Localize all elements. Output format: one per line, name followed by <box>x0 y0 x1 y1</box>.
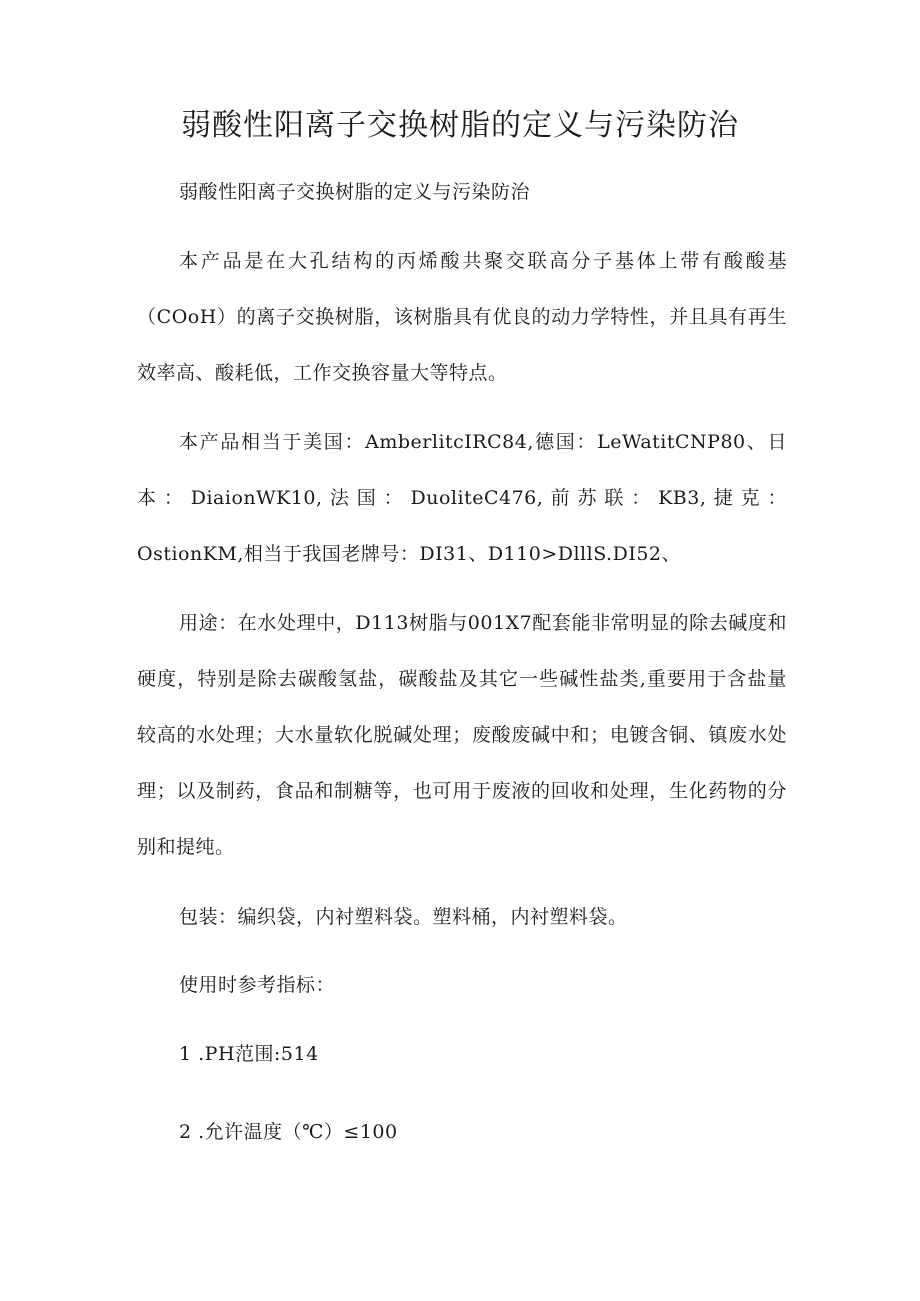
reference-item-temperature: 2 .允许温度（℃）≤100 <box>179 1121 398 1143</box>
subtitle-paragraph: 弱酸性阳离子交换树脂的定义与污染防治 <box>179 181 531 203</box>
reference-header: 使用时参考指标： <box>179 974 336 996</box>
usage-paragraph: 用途：在水处理中，D113树脂与001X7配套能非常明显的除去碱度和硬度，特别是除去碳酸氢盐，碳酸盐及其它一些碱性盐类,重要用于含盐量较高的水处理；大水量软化脱碱处理；废酸废碱中和；电镀含铜、镇废水处理；以及制药，食品和制糖等，也可用于废液的回收和处理，生化药物的分别和提纯。 <box>137 612 787 858</box>
document-title: 弱酸性阳离子交换树脂的定义与污染防治 <box>181 108 739 143</box>
intro-paragraph: 本产品是在大孔结构的丙烯酸共聚交联高分子基体上带有酸酸基（COoH）的离子交换树脂，该树脂具有优良的动力学特性，并且具有再生效率高、酸耗低，工作交换容量大等特点。 <box>137 250 787 384</box>
packaging-paragraph: 包装：编织袋，内衬塑料袋。塑料桶，内衬塑料袋。 <box>179 906 628 928</box>
equivalents-paragraph: 本产品相当于美国：AmberlitcIRC84,德国：LeWatitCNP80、日本：DiaionWK10,法国：DuoliteC476,前苏联：KB3,捷克：OstionKM,相当于我国老牌号：DI31、D110>DlllS.DI52、 <box>137 431 787 565</box>
reference-item-ph: 1 .PH范围:514 <box>179 1043 319 1065</box>
